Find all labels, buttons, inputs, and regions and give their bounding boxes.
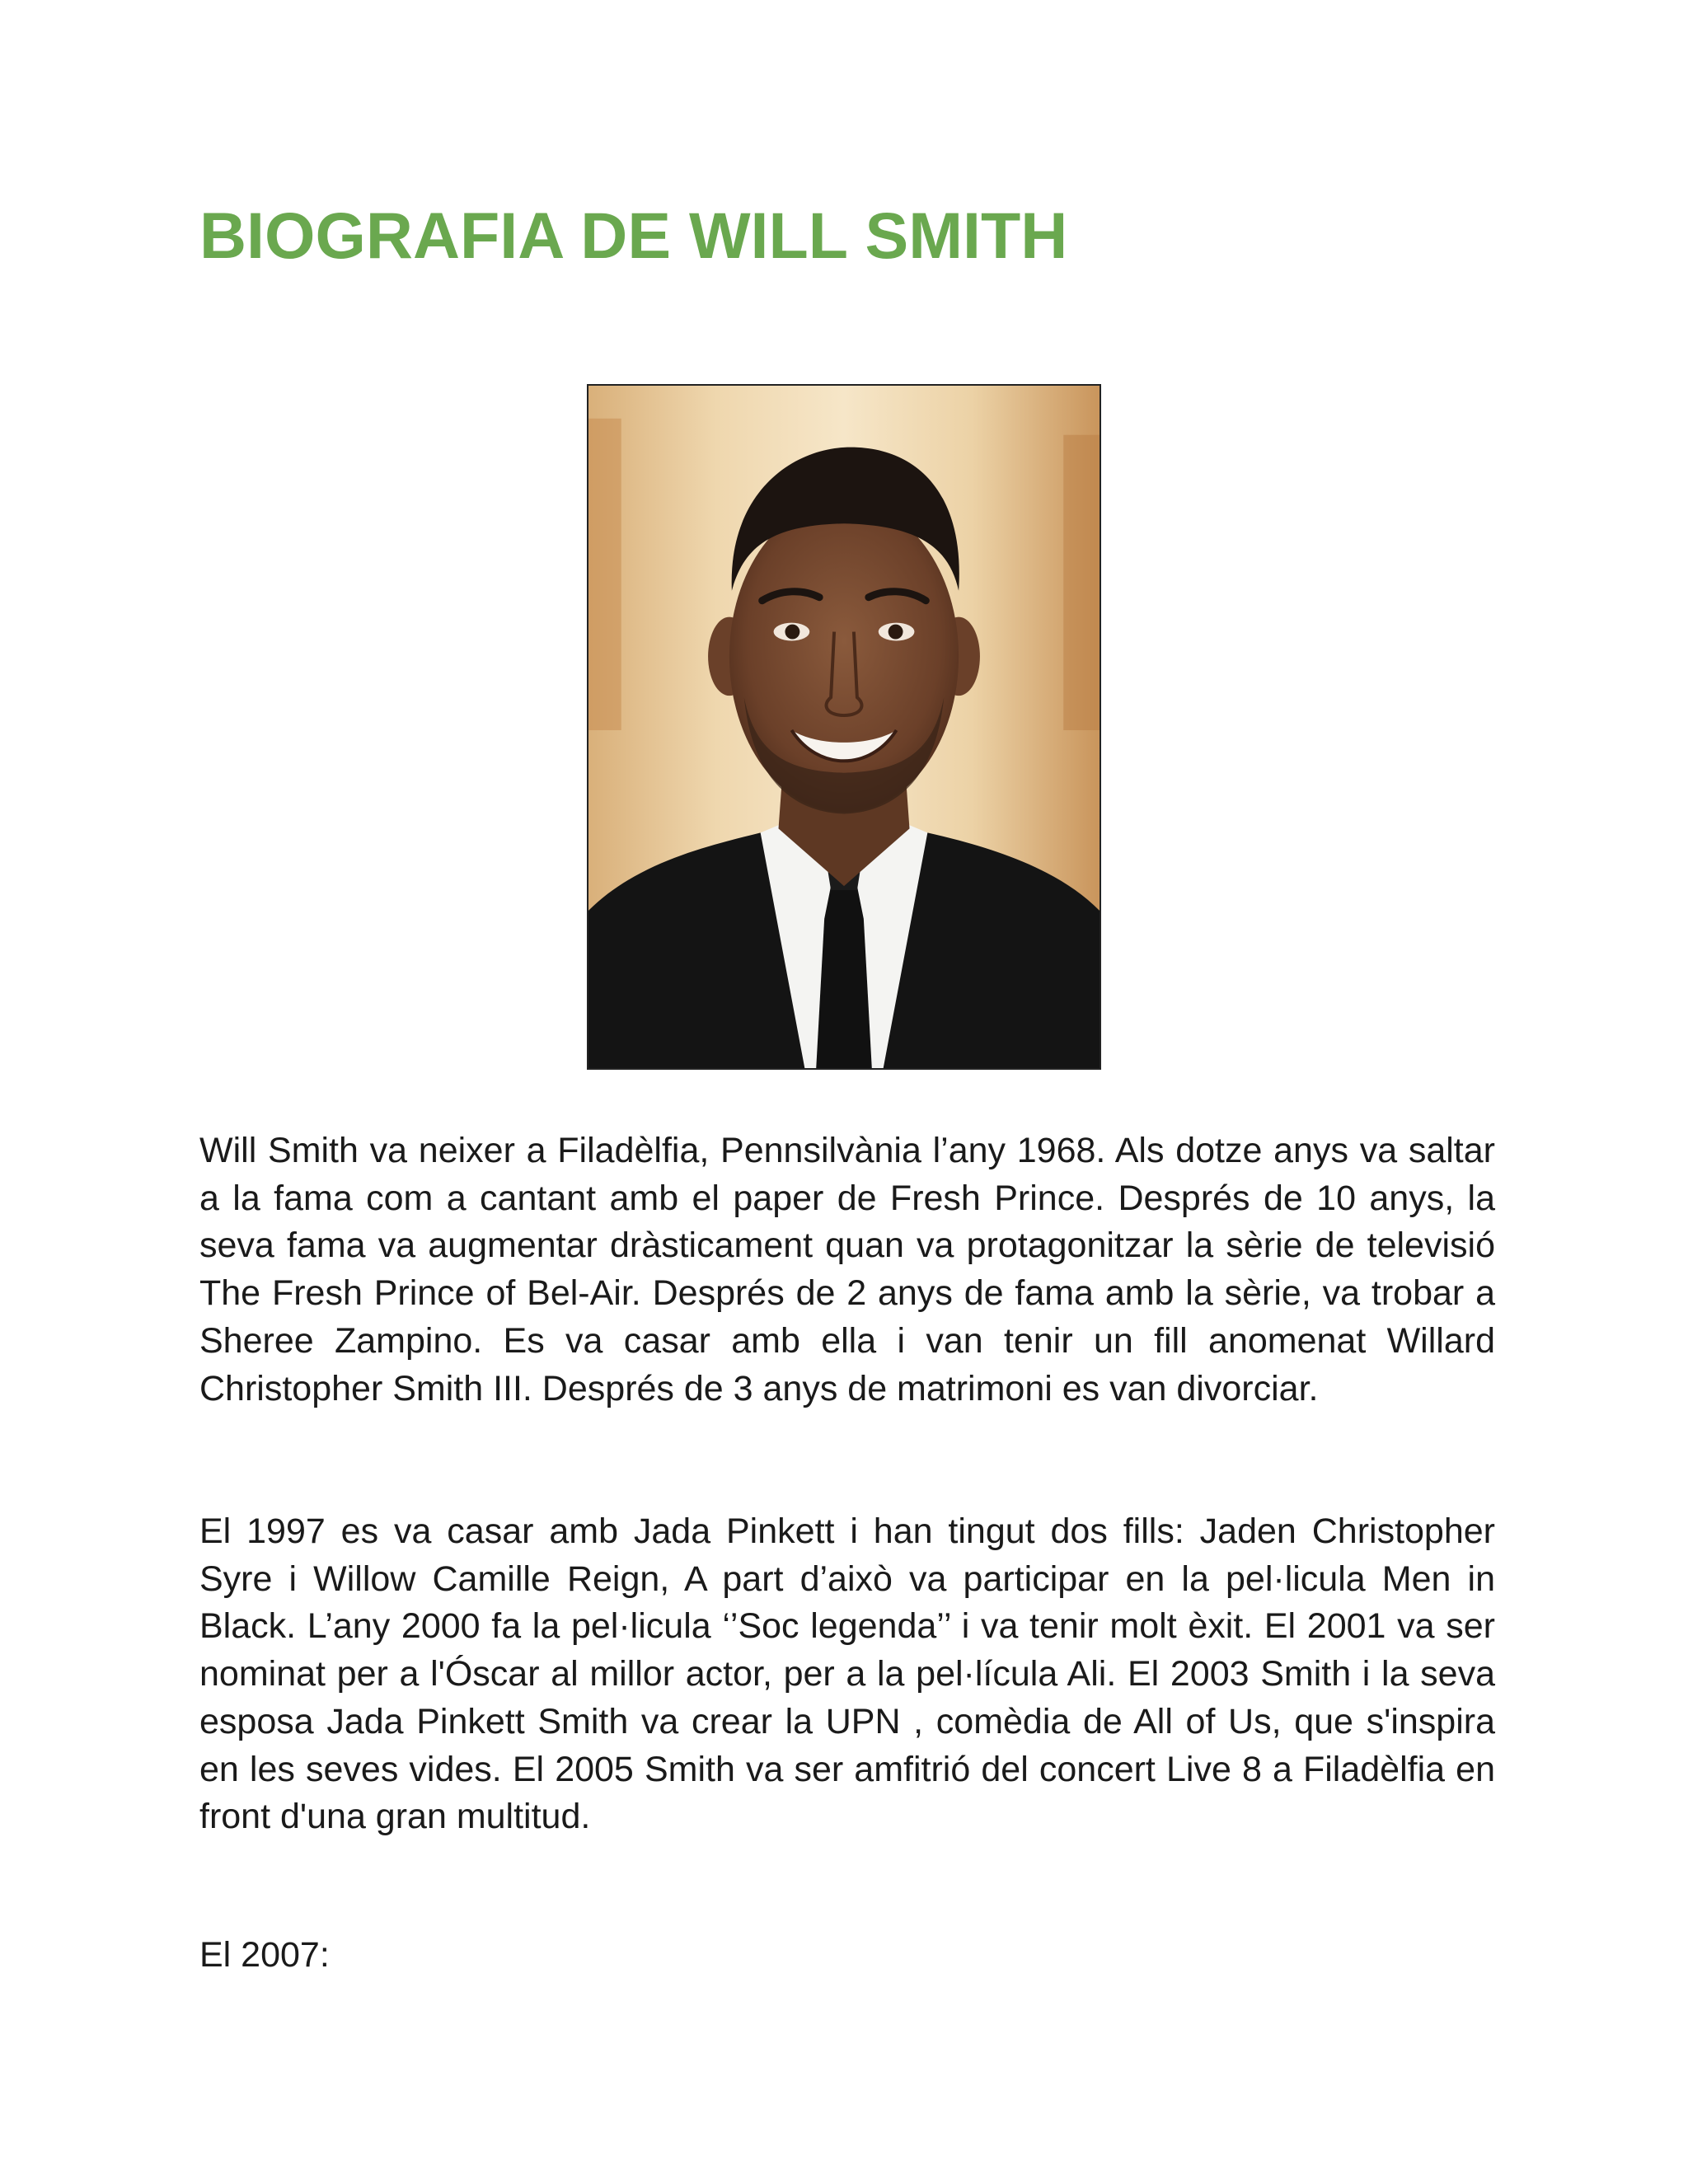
paragraph-2007: El 2007: bbox=[199, 1935, 330, 1975]
paragraph-early-life: Will Smith va neixer a Filadèlfia, Pennsilvània l’any 1968. Als dotze anys va saltar a la fama com a cantant amb el paper de Fresh Prince. Després de 10 anys, la seva fama va augmentar dràsticament quan va protagonitzar la sèrie de televisió The Fresh Prince of Bel-Air. Després de 2 anys de fama amb la sèrie, va trobar a Sheree Zampino. Es va casar amb ella i van tenir un fill anomenat Willard Christopher Smith III. Després de 3 anys de matrimoni es van divorciar. bbox=[199, 1131, 1495, 1408]
portrait-photo bbox=[587, 384, 1101, 1070]
paragraph-career: El 1997 es va casar amb Jada Pinkett i han tingut dos fills: Jaden Christopher Syre i Willow Camille Reign, A part d’això va participar en la pel·licula Men in Black. L’any 2000 fa la pel·licula ‘’Soc legenda’’ i va tenir molt èxit. El 2001 va ser nominat per a l'Óscar al millor actor, per a la pel·lícula Ali. El 2003 Smith i la seva esposa Jada Pinkett Smith va crear la UPN , comèdia de All of Us, que s'inspira en les seves vides. El 2005 Smith va ser amfitrió del concert Live 8 a Filadèlfia en front d'una gran multitud. bbox=[199, 1511, 1495, 1837]
page-title: BIOGRAFIA DE WILL SMITH bbox=[199, 199, 1068, 272]
